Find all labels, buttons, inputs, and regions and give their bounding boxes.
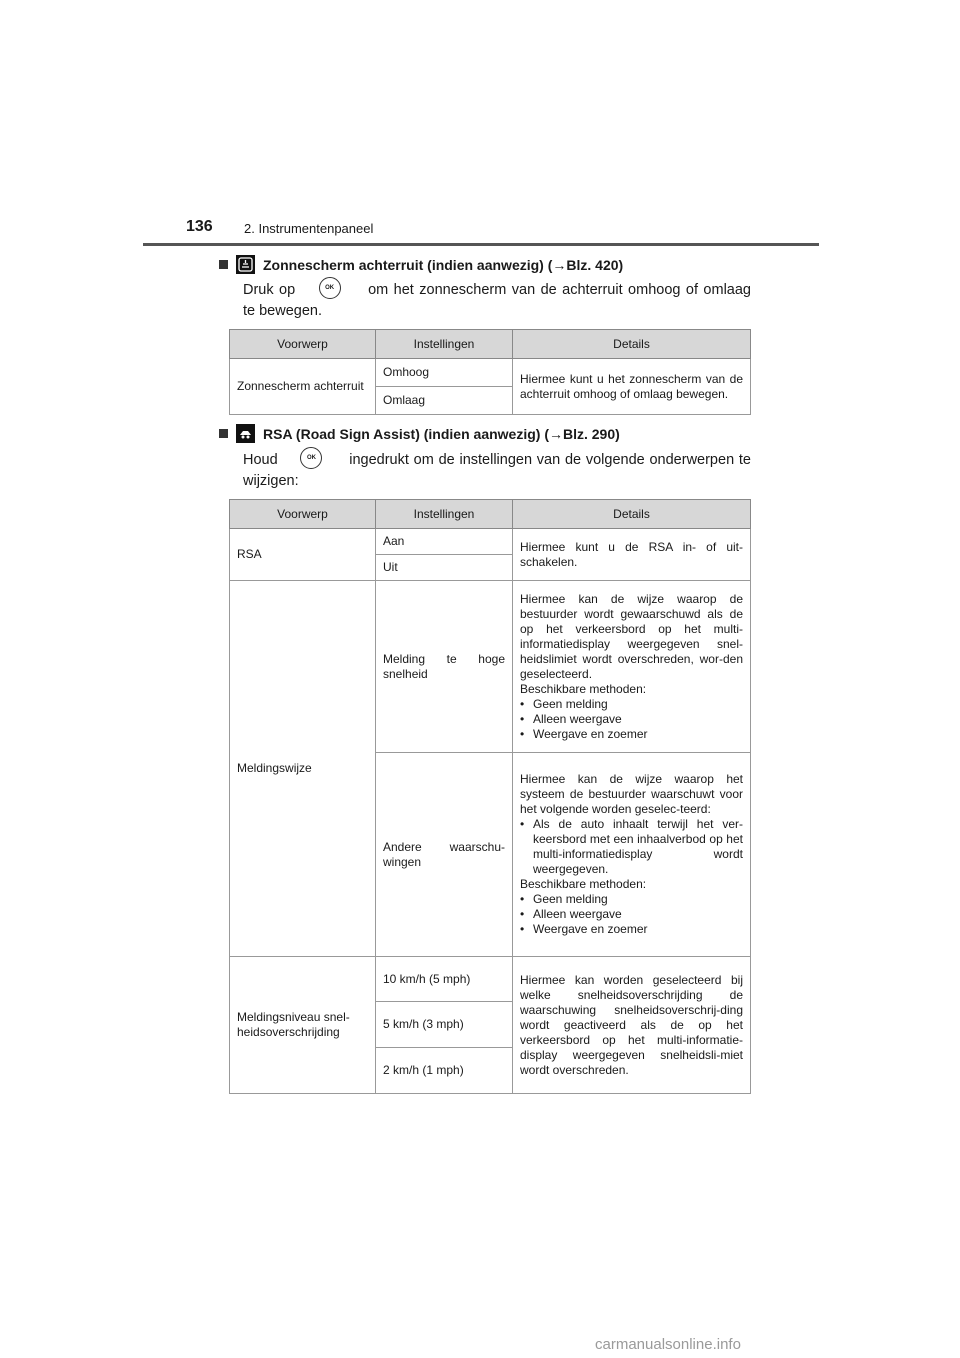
ok-button-icon: OK <box>319 277 341 299</box>
list-item: • Weergave en zoemer <box>520 922 743 937</box>
section-heading-sunshade <box>219 255 623 274</box>
details-text: Hiermee kan de wijze waarop de bestuurder wordt gewaarschuwd als de op het verkeersbord op het multi-informatiedisplay weergegeven snel-heidslimiet wordt overschreden, wor-den geselecteerd. <box>520 591 743 681</box>
table-setting-cell: Aan <box>376 529 513 555</box>
table-setting-cell: Andere waarschu-wingen <box>376 753 513 957</box>
list-item: • Geen melding <box>520 892 743 907</box>
ok-button-icon: OK <box>300 447 322 469</box>
table-item-cell: Meldingsniveau snel-heidsoverschrijding <box>230 957 376 1094</box>
watermark-text: carmanualsonline.info <box>595 1336 741 1353</box>
table-setting-cell: Omhoog <box>376 359 513 387</box>
table-details-cell <box>513 753 751 957</box>
section-title: 2. Instrumentenpaneel <box>244 221 374 236</box>
header-divider <box>143 243 819 246</box>
list-item: • Alleen weergave <box>520 712 743 727</box>
rsa-settings-table <box>229 499 751 1094</box>
table-setting-cell: 10 km/h (5 mph) <box>376 957 513 1002</box>
section-heading-rsa <box>219 424 620 443</box>
column-header: Voorwerp <box>230 500 376 529</box>
page-number: 136 <box>186 218 213 235</box>
section-body <box>243 449 751 492</box>
table-item-cell: Zonnescherm achterruit <box>230 359 376 415</box>
bullet-square-icon <box>219 429 228 438</box>
list-item: • Als de auto inhaalt terwijl het ver-keersbord met een inhaalverbod op het multi-informatiedisplay wordt weergegeven. <box>520 817 743 877</box>
table-setting-cell: Melding te hoge snelheid <box>376 581 513 753</box>
table-item-cell: RSA <box>230 529 376 581</box>
body-text-pre: Houd <box>243 451 278 468</box>
table-setting-cell: 2 km/h (1 mph) <box>376 1048 513 1094</box>
table-details-cell <box>513 581 751 753</box>
sunshade-icon <box>236 255 255 274</box>
table-details-cell: Hiermee kunt u de RSA in- of uit-schakelen. <box>513 529 751 581</box>
body-text-pre: Druk op <box>243 281 296 298</box>
bullet-square-icon <box>219 260 228 269</box>
list-item: • Weergave en zoemer <box>520 727 743 742</box>
section-heading-text: RSA (Road Sign Assist) (indien aanwezig) (→Blz. 290) <box>263 425 620 442</box>
list-item: • Geen melding <box>520 697 743 712</box>
list-item: • Alleen weergave <box>520 907 743 922</box>
table-details-cell: Hiermee kan worden geselecteerd bij welke snelheidsoverschrijding de waarschuwing snelheidsoverschrij-ding wordt geactiveerd als de op het verkeersbord op het multi-informatie-display weergegeven snelheidsli-miet wordt overschreden. <box>513 957 751 1094</box>
table-setting-cell: Uit <box>376 555 513 581</box>
column-header: Voorwerp <box>230 330 376 359</box>
table-details-cell: Hiermee kunt u het zonnescherm van de achterruit omhoog of omlaag bewegen. <box>513 359 751 415</box>
table-setting-cell: Omlaag <box>376 387 513 415</box>
table-setting-cell: 5 km/h (3 mph) <box>376 1002 513 1048</box>
body-text-post: om het zonnescherm van de achterruit omhoog of omlaag te bewegen. <box>243 281 751 319</box>
sunshade-settings-table <box>229 329 751 415</box>
column-header: Instellingen <box>376 500 513 529</box>
column-header: Instellingen <box>376 330 513 359</box>
column-header: Details <box>513 500 751 529</box>
section-heading-text: Zonnescherm achterruit (indien aanwezig) (→Blz. 420) <box>263 256 624 273</box>
body-text-post: ingedrukt om de instellingen van de volgende onderwerpen te wijzigen: <box>243 451 751 489</box>
column-header: Details <box>513 330 751 359</box>
section-body <box>243 279 751 322</box>
table-item-cell: Meldingswijze <box>230 581 376 957</box>
road-sign-assist-icon <box>236 424 255 443</box>
methods-label: Beschikbare methoden: <box>520 877 647 891</box>
methods-label: Beschikbare methoden: <box>520 681 647 696</box>
details-text: Hiermee kan de wijze waarop het systeem de bestuurder waarschuwt voor het volgende worden geselec-teerd: <box>520 772 743 816</box>
